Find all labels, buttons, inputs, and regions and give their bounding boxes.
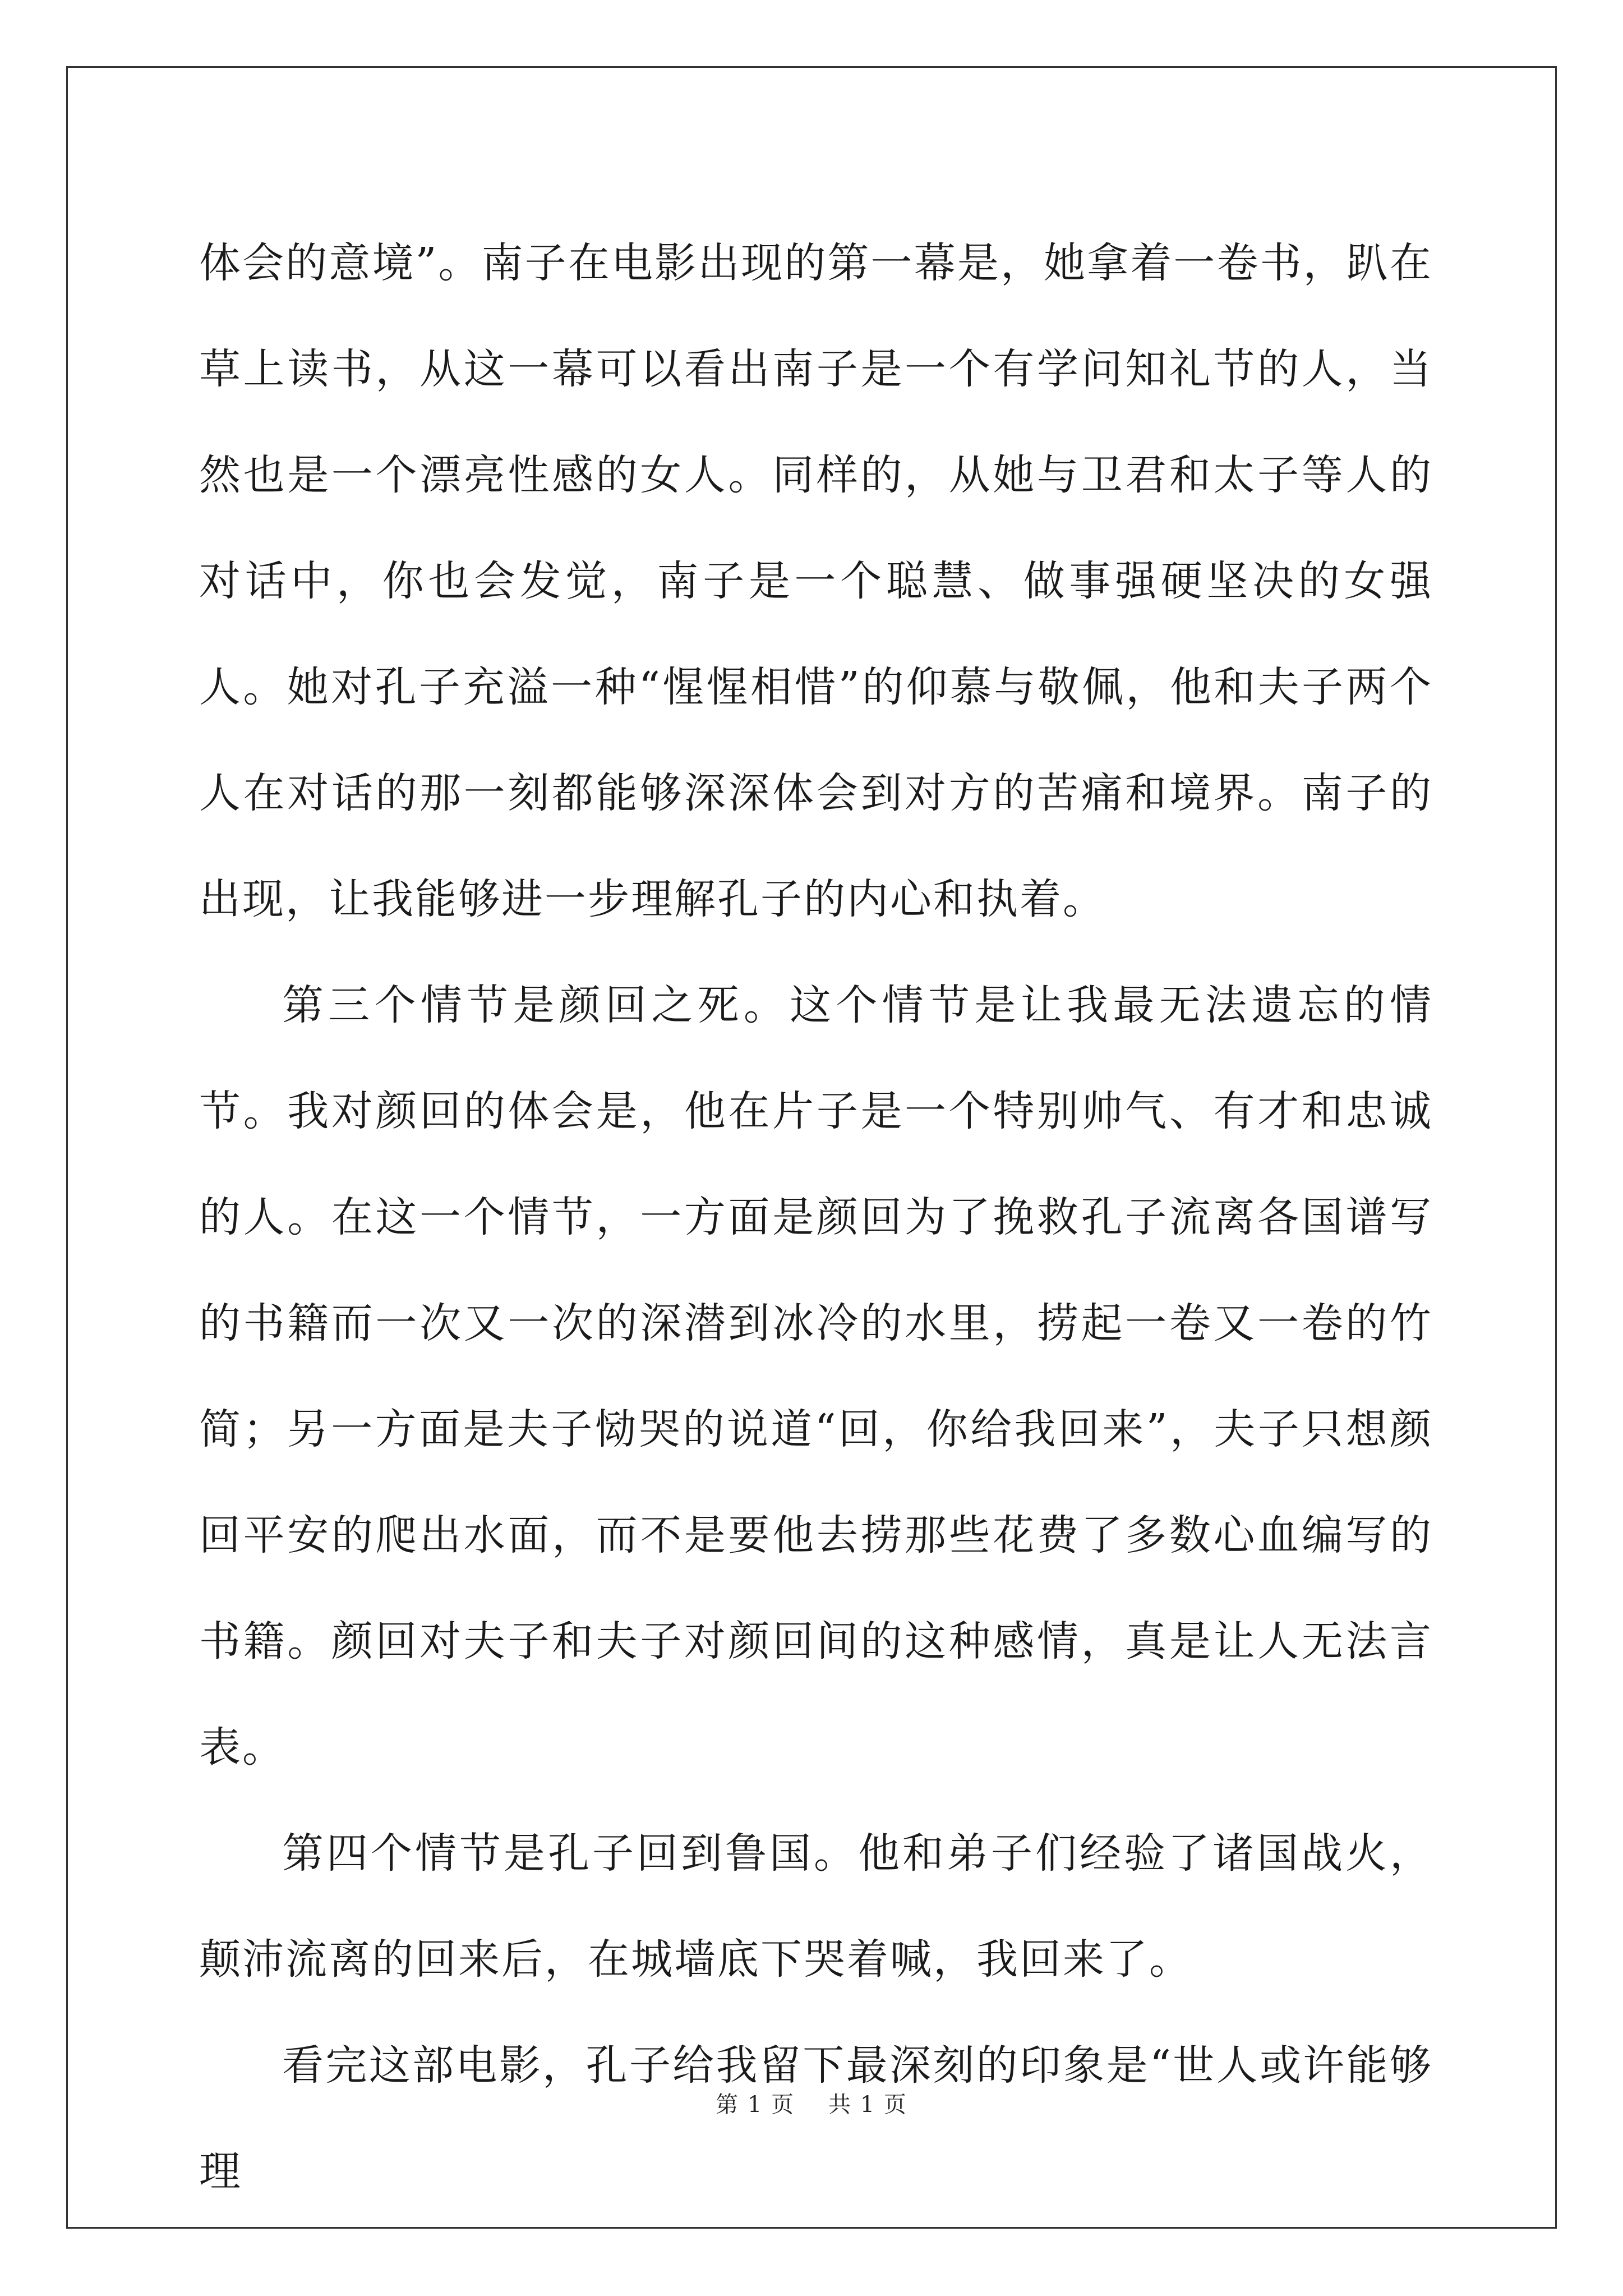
- document-body: [199, 210, 1433, 2225]
- page-number: 第 1 页: [716, 2092, 795, 2118]
- page-footer: [0, 2087, 1623, 2119]
- paragraph-4: 看完这部电影，孔子给我留下最深刻的印象是“世人或许能够理: [199, 2041, 1433, 2196]
- paragraph-2: 第三个情节是颜回之死。这个情节是让我最无法遗忘的情节。我对颜回的体会是，他在片子是一个特别帅气、有才和忠诚的人。在这一个情节，一方面是颜回为了挽救孔子流离各国谱写的书籍而一次又一次的深潜到冰冷的水里，捞起一卷又一卷的竹简；另一方面是夫子恸哭的说道“回，你给我回来”，夫子只想颜回平安的爬出水面，而不是要他去捞那些花费了多数心血编写的书籍。颜回对夫子和夫子对颜回间的这种感情，真是让人无法言表。: [199, 981, 1433, 1772]
- paragraph-3: 第四个情节是孔子回到鲁国。他和弟子们经验了诸国战火，颠沛流离的回来后，在城墙底下哭着喊，我回来了。: [199, 1829, 1433, 1984]
- paragraph-1: 体会的意境”。南子在电影出现的第一幕是，她拿着一卷书，趴在草上读书，从这一幕可以看出南子是一个有学问知礼节的人，当然也是一个漂亮性感的女人。同样的，从她与卫君和太子等人的对话中，你也会发觉，南子是一个聪慧、做事强硬坚决的女强人。她对孔子充溢一种“惺惺相惜”的仰慕与敬佩，他和夫子两个人在对话的那一刻都能够深深体会到对方的苦痛和境界。南子的出现，让我能够进一步理解孔子的内心和执着。: [199, 239, 1433, 923]
- total-pages: 共 1 页: [828, 2092, 907, 2118]
